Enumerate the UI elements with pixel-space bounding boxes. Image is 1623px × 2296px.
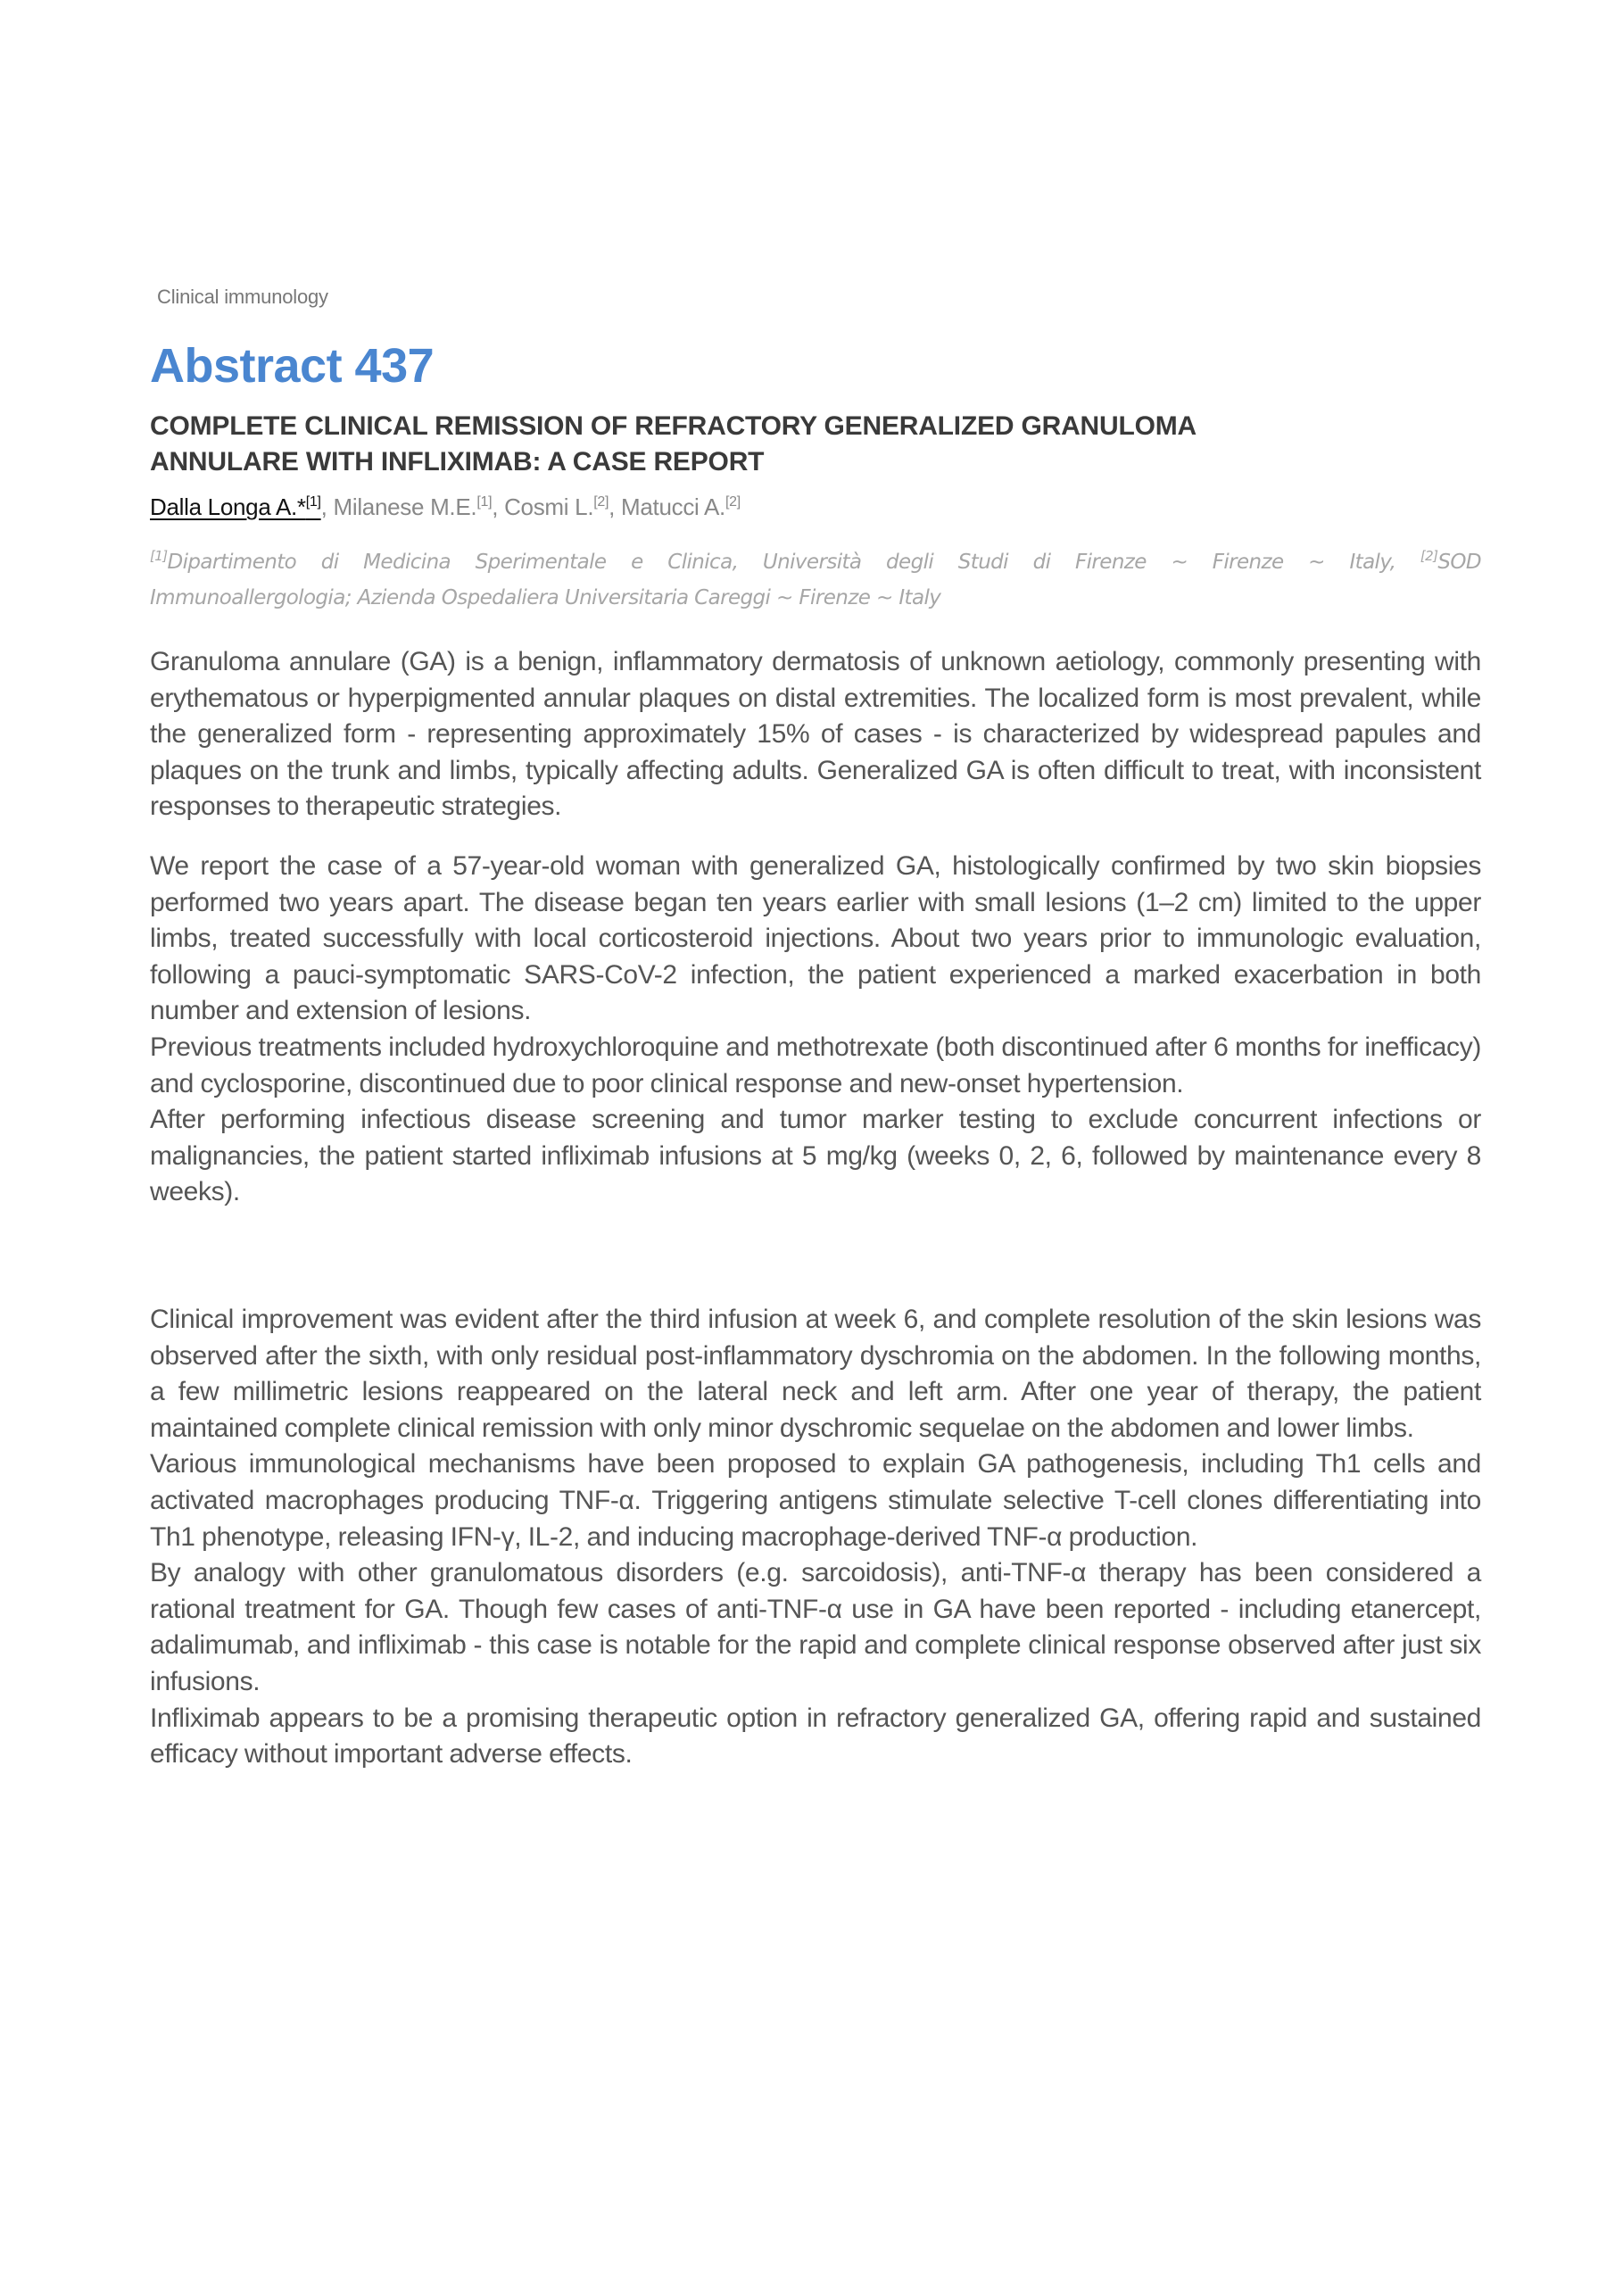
affiliation-2-text-continued: Immunoallergologia; Azienda Ospedaliera Universitaria Careggi ~ Firenze ~ Italy [150,586,941,609]
abstract-body-intro [150,644,1481,825]
body-paragraph: Various immunological mechanisms have been proposed to explain GA pathogenesis, including Th1 cells and activated macrophages producing TNF-α. Triggering antigens stimulate selective T-cell clones differentiating into Th1 phenotype, releasing IFN-γ, IL-2, and inducing macrophage-derived TNF-α production. [150,1449,1481,1552]
article-title [150,409,1481,480]
affiliation-2-text-start: SOD [1437,551,1481,574]
author [504,493,609,520]
affiliation-marker-2: [2] [1420,548,1438,564]
affiliation-1-text: Dipartimento di Medicina Sperimentale e Clinica, Università degli Studi di Firenze ~ Firenze ~ Italy, [167,551,1420,574]
author [334,493,493,520]
author-separator: , [320,493,334,520]
section-category: Clinical immunology [157,286,328,308]
abstract-body-outcome [150,1302,1481,1773]
author-separator: , [609,493,622,520]
author-name: Matucci A. [621,493,725,520]
author-name: Cosmi L. [504,493,594,520]
body-paragraph: After performing infectious disease screening and tumor marker testing to exclude concurrent infections or malignancies, the patient started infliximab infusions at 5 mg/kg (weeks 0, 2, 6, followed by maintenance every 8 weeks). [150,1105,1481,1207]
body-paragraph: Previous treatments included hydroxychloroquine and methotrexate (both discontinued after 6 months for inefficacy) and cyclosporine, discontinued due to poor clinical response and new-onset hypertension. [150,1032,1481,1098]
author-list [150,493,741,521]
body-paragraph: Infliximab appears to be a promising therapeutic option in refractory generalized GA, offering rapid and sustained efficacy without important adverse effects. [150,1703,1481,1770]
author-affiliation-marker: [1] [305,494,321,510]
affiliation-line-1 [150,544,1481,580]
author-separator: , [492,493,505,520]
affiliations [150,544,1481,616]
author-name: Dalla Longa A.* [150,493,306,520]
title-line-1: COMPLETE CLINICAL REMISSION OF REFRACTORY GENERALIZED GRANULOMA [150,411,1197,441]
body-paragraph: Clinical improvement was evident after the third infusion at week 6, and complete resolution of the skin lesions was observed after the sixth, with only residual post-inflammatory dyschromia on the abdomen. In the following months, a few millimetric lesions reappeared on the lateral neck and left arm. After one year of therapy, the patient maintained complete clinical remission with only minor dyschromic sequelae on the abdomen and lower limbs. [150,1305,1481,1443]
author-affiliation-marker: [1] [476,494,493,510]
abstract-body-case [150,849,1481,1211]
presenting-author [150,493,321,520]
author-affiliation-marker: [2] [593,494,609,510]
body-paragraph: By analogy with other granulomatous disorders (e.g. sarcoidosis), anti-TNF-α therapy has been considered a rational treatment for GA. Though few cases of anti-TNF-α use in GA have been reported - including etanercept, adalimumab, and infliximab - this case is notable for the rapid and complete clinical response observed after just six infusions. [150,1558,1481,1696]
author [621,493,741,520]
body-paragraph: Granuloma annulare (GA) is a benign, inflammatory dermatosis of unknown aetiology, commonly presenting with erythematous or hyperpigmented annular plaques on distal extremities. The localized form is most prevalent, while the generalized form - representing approximately 15% of cases - is characterized by widespread papules and plaques on the trunk and limbs, typically affecting adults. Generalized GA is often difficult to treat, with inconsistent responses to therapeutic strategies. [150,647,1481,822]
abstract-number-heading: Abstract 437 [150,339,435,393]
body-paragraph: We report the case of a 57-year-old woman with generalized GA, histologically confirmed by two skin biopsies performed two years apart. The disease began ten years earlier with small lesions (1–2 cm) limited to the upper limbs, treated successfully with local corticosteroid injections. About two years prior to immunologic evaluation, following a pauci-symptomatic SARS-CoV-2 infection, the patient experienced a marked exacerbation in both number and extension of lesions. [150,851,1481,1026]
author-name: Milanese M.E. [333,493,477,520]
affiliation-marker-1: [1] [150,548,168,564]
title-line-2: ANNULARE WITH INFLIXIMAB: A CASE REPORT [150,447,765,477]
author-affiliation-marker: [2] [725,494,741,510]
